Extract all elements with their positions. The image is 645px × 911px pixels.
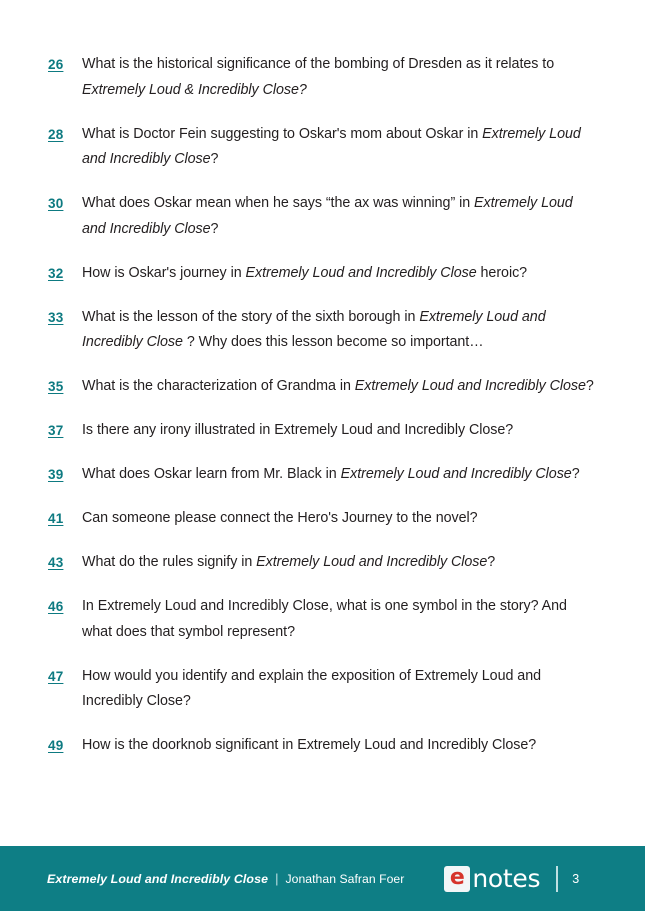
question-row[interactable] xyxy=(48,52,597,103)
question-number-link[interactable]: 32 xyxy=(48,265,64,281)
question-number-link[interactable]: 49 xyxy=(48,738,64,753)
question-text[interactable]: What is Doctor Fein suggesting to Oskar's mom about Oskar in Extremely Loud and Incredibly Close? xyxy=(82,125,581,167)
question-number-link[interactable]: 28 xyxy=(48,126,64,142)
question-list xyxy=(48,52,597,759)
question-text[interactable]: How would you identify and explain the exposition of Extremely Loud and Incredibly Close? xyxy=(82,667,541,709)
question-text[interactable]: In Extremely Loud and Incredibly Close, what is one symbol in the story? And what does that symbol represent? xyxy=(82,598,567,640)
footer-book-title: Extremely Loud and Incredibly Close xyxy=(47,871,269,886)
question-row[interactable] xyxy=(48,550,597,576)
question-number-link[interactable]: 37 xyxy=(48,423,64,438)
question-number-link[interactable]: 33 xyxy=(48,309,64,325)
enotes-logo-wordmark: notes xyxy=(472,864,541,893)
question-text[interactable]: Is there any irony illustrated in Extremely Loud and Incredibly Close? xyxy=(82,422,514,438)
question-text[interactable]: What do the rules signify in Extremely Loud and Incredibly Close? xyxy=(82,554,496,570)
question-text[interactable]: How is Oskar's journey in Extremely Loud and Incredibly Close heroic? xyxy=(82,264,528,281)
enotes-logo-e-icon: e xyxy=(444,866,470,892)
footer-vertical-divider xyxy=(556,866,558,892)
question-number-link[interactable]: 26 xyxy=(48,57,64,72)
footer-separator: | xyxy=(275,871,279,886)
question-row[interactable] xyxy=(48,261,597,287)
footer-content xyxy=(47,866,645,892)
question-row[interactable] xyxy=(48,506,597,532)
question-row[interactable] xyxy=(48,122,597,173)
footer-author-name: Jonathan Safran Foer xyxy=(285,871,405,886)
question-row[interactable] xyxy=(48,191,597,242)
question-row[interactable] xyxy=(48,374,597,400)
question-row[interactable] xyxy=(48,418,597,444)
question-text[interactable]: How is the doorknob significant in Extremely Loud and Incredibly Close? xyxy=(82,737,537,753)
question-number-link[interactable]: 43 xyxy=(48,555,64,570)
question-number-link[interactable]: 30 xyxy=(48,196,64,211)
footer-page-number: 3 xyxy=(572,871,580,886)
question-text[interactable]: What does Oskar learn from Mr. Black in Extremely Loud and Incredibly Close? xyxy=(82,466,580,482)
question-row[interactable] xyxy=(48,733,597,759)
question-text[interactable]: What is the lesson of the story of the sixth borough in Extremely Loud and Incredibly Close ? Why does this lesson become so important… xyxy=(82,308,546,350)
question-number-link[interactable]: 46 xyxy=(48,599,64,614)
question-row[interactable] xyxy=(48,462,597,488)
question-text[interactable]: What is the characterization of Grandma in Extremely Loud and Incredibly Close? xyxy=(82,378,594,394)
question-number-link[interactable]: 39 xyxy=(48,467,64,482)
enotes-logo[interactable] xyxy=(444,866,540,892)
question-number-link[interactable]: 35 xyxy=(48,379,64,394)
question-row[interactable] xyxy=(48,664,597,715)
question-row[interactable] xyxy=(48,594,597,645)
question-text[interactable]: What is the historical significance of the bombing of Dresden as it relates to Extremely Loud & Incredibly Close? xyxy=(82,56,555,98)
page-footer xyxy=(0,846,645,911)
question-text[interactable]: What does Oskar mean when he says “the ax was winning” in Extremely Loud and Incredibly Close? xyxy=(82,195,573,237)
question-number-link[interactable]: 41 xyxy=(48,511,64,526)
question-number-link[interactable]: 47 xyxy=(48,668,64,684)
question-text[interactable]: Can someone please connect the Hero's Journey to the novel? xyxy=(82,510,478,526)
question-row[interactable] xyxy=(48,305,597,356)
